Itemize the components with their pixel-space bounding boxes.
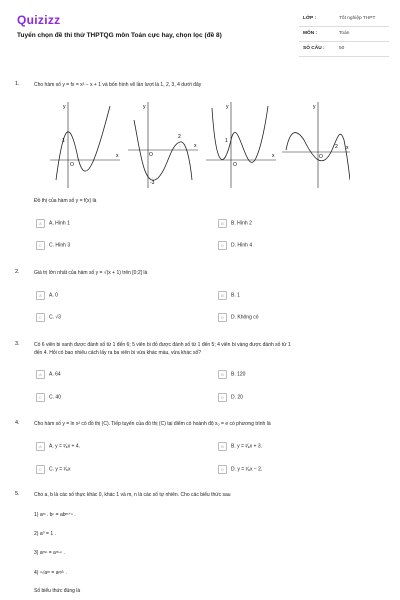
option-label: D. y = ²⁄ₑx − 2.	[231, 466, 263, 473]
option-label: A. Hình 1	[49, 220, 70, 227]
graph-3-y-label: y	[226, 104, 229, 110]
logo: Quizizz	[17, 13, 61, 27]
option-box[interactable]: D	[218, 241, 227, 250]
graph-2-tick: 2	[178, 134, 181, 140]
option-label: B. y = ²⁄ₑx + 3.	[231, 443, 263, 450]
option-box[interactable]: D	[218, 465, 227, 474]
option-a[interactable]	[36, 442, 80, 451]
statement-1: 1) aᵐ . bⁿ = abᵐ⁺ⁿ .	[34, 512, 76, 518]
graph-2-x-label: x	[194, 143, 197, 149]
option-c[interactable]	[36, 465, 70, 474]
option-label: D. Không có	[231, 314, 259, 321]
question-text: Cho hàm số y = ln x² có đồ thị (C). Tiếp tuyến của đồ thị (C) tại điểm có hoành độ x₀ = e có phương trình là	[34, 421, 271, 427]
graph-4	[282, 102, 350, 188]
graph-1	[50, 102, 120, 188]
graph-1-tick: 1	[62, 138, 65, 144]
question-number: 1.	[15, 81, 20, 87]
graph-3-origin: O	[233, 162, 237, 168]
option-b[interactable]	[218, 370, 245, 379]
graph-1-x-label: x	[116, 153, 119, 159]
option-label: C. y = ²⁄ₑx	[49, 466, 71, 473]
graph-2	[128, 102, 198, 188]
question-number: 3.	[15, 341, 20, 347]
meta-value: Toán	[339, 31, 350, 36]
option-c[interactable]	[36, 393, 61, 402]
graph-3-tick: 1	[225, 138, 228, 144]
option-box[interactable]: B	[218, 442, 227, 451]
meta-value: 50	[339, 46, 345, 51]
option-label: B. 120	[231, 371, 246, 378]
option-d[interactable]	[218, 313, 259, 322]
graph-4-origin: O	[319, 154, 323, 160]
option-label: C. Hình 3	[49, 242, 71, 249]
question-text: Có 6 viên bi xanh được đánh số từ 1 đến 6; 5 viên bi đỏ được đánh số từ 1 đến 5; 4 viên bi vàng được đánh số từ 1	[34, 342, 291, 348]
meta-value: Tốt nghiệp THPT	[339, 16, 376, 21]
option-box[interactable]: C	[36, 241, 45, 250]
question-number: 4.	[15, 420, 20, 426]
option-label: A. 64	[49, 371, 61, 378]
graph-3-x-label: x	[272, 153, 275, 159]
meta-key: SỐ CÂU :	[303, 46, 325, 51]
graph-4-y-label: y	[313, 104, 316, 110]
option-box[interactable]: A	[36, 442, 45, 451]
option-box[interactable]: D	[218, 313, 227, 322]
option-box[interactable]: A	[36, 291, 45, 300]
option-a[interactable]	[36, 370, 61, 379]
option-d[interactable]	[218, 393, 243, 402]
option-box[interactable]: C	[36, 465, 45, 474]
graph-1-origin: O	[70, 162, 74, 168]
option-d[interactable]	[218, 465, 262, 474]
option-label: D. Hình 4	[231, 242, 253, 249]
question-number: 5.	[15, 491, 20, 497]
option-box[interactable]: A	[36, 370, 45, 379]
question-subtext: Đồ thị của hàm số y = f(x) là	[34, 198, 97, 204]
option-box[interactable]: C	[36, 313, 45, 322]
option-b[interactable]	[218, 291, 240, 300]
option-label: C. 40	[49, 394, 61, 401]
option-box[interactable]: A	[36, 219, 45, 228]
option-box[interactable]: B	[218, 370, 227, 379]
question-text: Cho hàm số y = fx = x³ − x + 1 và bốn hình vẽ lần lượt là 1, 2, 3, 4 dưới đây	[34, 82, 202, 88]
graph-3	[206, 102, 276, 188]
option-a[interactable]	[36, 219, 70, 228]
graph-2-tick-neg: -3	[150, 180, 155, 186]
graph-2-y-label: y	[143, 104, 146, 110]
meta-row-class	[299, 12, 389, 27]
graph-4-x-label: x	[346, 145, 349, 151]
option-b[interactable]	[218, 219, 252, 228]
statement-2: 2) a⁰ = 1 .	[34, 531, 56, 537]
graph-2-origin: O	[149, 152, 153, 158]
option-label: C. √3	[49, 314, 61, 321]
statement-4: 4) ⁿ√aᵐ = aᵐ⁄ⁿ .	[34, 570, 67, 576]
page-title: Tuyển chọn đề thi thử THPTQG môn Toán cực hay, chọn lọc (đề 8)	[17, 32, 222, 39]
meta-row-subject	[299, 27, 389, 42]
option-box[interactable]: B	[218, 219, 227, 228]
option-c[interactable]	[36, 241, 70, 250]
header	[0, 0, 400, 60]
option-label: D. 20	[231, 394, 243, 401]
question-number: 2.	[15, 269, 20, 275]
option-b[interactable]	[218, 442, 262, 451]
option-c[interactable]	[36, 313, 61, 322]
meta-row-count	[299, 42, 389, 57]
option-box[interactable]: C	[36, 393, 45, 402]
option-box[interactable]: D	[218, 393, 227, 402]
question-text: Cho a, b là các số thực khác 0, khác 1 và m, n là các số tự nhiên. Cho các biểu thức sau	[34, 492, 231, 498]
option-a[interactable]	[36, 291, 58, 300]
graph-4-tick: 2	[335, 144, 338, 150]
statement-3: 3) aᵐⁿ = aᵐ·ⁿ .	[34, 550, 65, 556]
meta-table	[299, 12, 389, 57]
option-box[interactable]: B	[218, 291, 227, 300]
function-graphs	[50, 100, 350, 190]
meta-key: MÔN :	[303, 31, 318, 36]
option-label: B. Hình 2	[231, 220, 252, 227]
option-label: B. 1	[231, 292, 240, 299]
meta-key: LỚP :	[303, 16, 317, 21]
question-prompt: Số biểu thức đúng là	[34, 588, 81, 594]
question-text: Giá trị lớn nhất của hàm số y = √(x + 1) trên [0;2] là	[34, 270, 148, 276]
option-label: A. 0	[49, 292, 58, 299]
graph-1-y-label: y	[63, 104, 66, 110]
option-d[interactable]	[218, 241, 252, 250]
question-text-line2: đến 4. Hỏi có bao nhiêu cách lấy ra ba viên bi vừa khác màu, vừa khác số?	[34, 350, 202, 356]
option-label: A. y = ²⁄ₑx + 4.	[49, 443, 81, 450]
